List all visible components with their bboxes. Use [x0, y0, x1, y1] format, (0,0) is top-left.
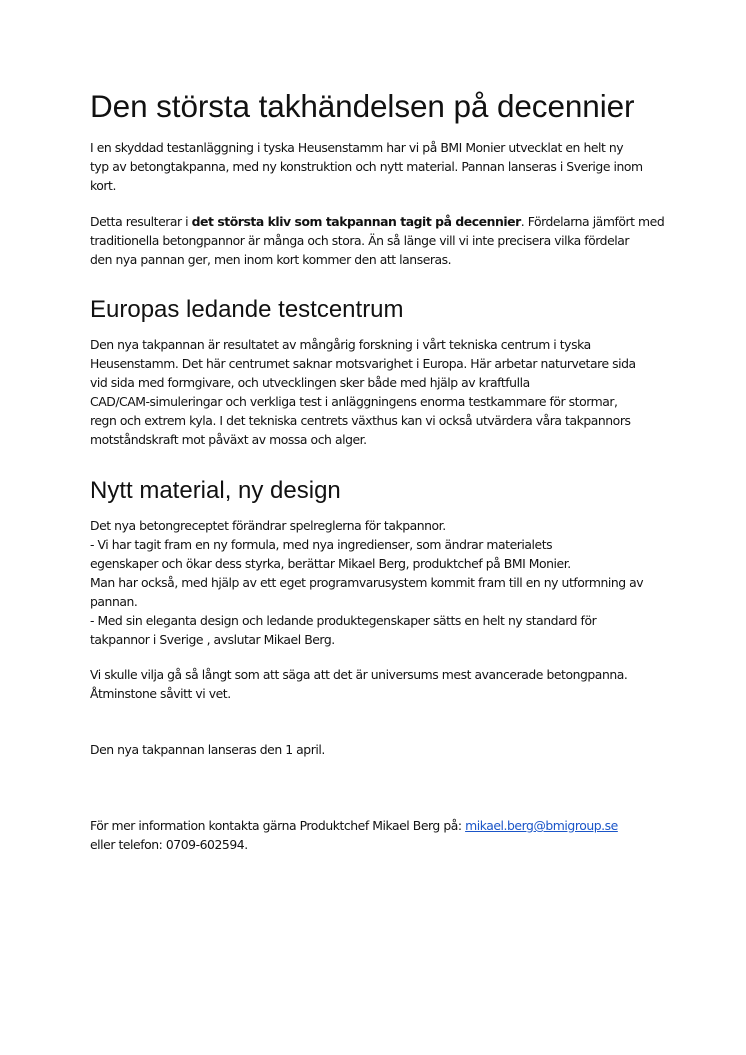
material-paragraph: [90, 516, 665, 649]
section-heading-testcentrum: Europas ledande testcentrum: [90, 296, 404, 323]
closing-line: Vi skulle vilja gå så långt som att säga att det är universums mest avancerade betongpanna.: [90, 667, 628, 682]
launch-line: Den nya takpannan lanseras den 1 april.: [90, 742, 325, 757]
result-paragraph: [90, 212, 665, 269]
contact-line-1: [90, 816, 665, 835]
testcentrum-line: motståndskraft mot påväxt av mossa och alger.: [90, 432, 367, 447]
testcentrum-line: vid sida med formgivare, och utvecklingen sker både med hjälp av kraftfulla: [90, 375, 530, 390]
result-line-2: traditionella betongpannor är många och stora. Än så länge vill vi inte precisera vilka fördelar: [90, 233, 630, 248]
section-heading-material: Nytt material, ny design: [90, 477, 341, 504]
page-title: Den största takhändelsen på decennier: [90, 88, 635, 124]
result-line-1: [90, 212, 665, 231]
material-line: takpannor i Sverige , avslutar Mikael Berg.: [90, 632, 335, 647]
testcentrum-line: Den nya takpannan är resultatet av mångårig forskning i vårt tekniska centrum i tyska: [90, 337, 591, 352]
closing-paragraph: [90, 665, 665, 703]
result-highlight: det största kliv som takpannan tagit på decennier: [191, 214, 521, 229]
material-line: Man har också, med hjälp av ett eget programvarusystem kommit fram till en ny utformning av: [90, 575, 644, 590]
contact-prefix: För mer information kontakta gärna Produktchef Mikael Berg på:: [90, 818, 466, 833]
result-line-3: den nya pannan ger, men inom kort kommer den att lanseras.: [90, 252, 452, 267]
testcentrum-paragraph: [90, 335, 665, 449]
intro-line: typ av betongtakpanna, med ny konstruktion och nytt material. Pannan lanseras i Sverige inom: [90, 159, 643, 174]
result-prefix: Detta resulterar i: [90, 214, 192, 229]
testcentrum-line: Heusenstamm. Det här centrumet saknar motsvarighet i Europa. Här arbetar naturvetare sida: [90, 356, 636, 371]
material-line: - Med sin eleganta design och ledande produktegenskaper sätts en helt ny standard för: [90, 613, 597, 628]
intro-line: I en skyddad testanläggning i tyska Heusenstamm har vi på BMI Monier utvecklat en helt ny: [90, 140, 624, 155]
material-line: Det nya betongreceptet förändrar spelreglerna för takpannor.: [90, 518, 446, 533]
material-line: pannan.: [90, 594, 138, 609]
testcentrum-line: CAD/CAM-simuleringar och verkliga test i anläggningens enorma testkammare för stormar,: [90, 394, 618, 409]
contact-paragraph: [90, 816, 665, 854]
material-line: egenskaper och ökar dess styrka, berättar Mikael Berg, produktchef på BMI Monier.: [90, 556, 571, 571]
result-suffix: . Fördelarna jämfört med: [520, 214, 665, 229]
contact-email-link[interactable]: mikael.berg@bmigroup.se: [465, 818, 618, 833]
launch-paragraph: [90, 740, 665, 759]
intro-line: kort.: [90, 178, 116, 193]
intro-paragraph: [90, 138, 665, 195]
testcentrum-line: regn och extrem kyla. I det tekniska centrets växthus kan vi också utvärdera våra takpannors: [90, 413, 631, 428]
contact-line-2: eller telefon: 0709-602594.: [90, 837, 248, 852]
material-line: - Vi har tagit fram en ny formula, med nya ingredienser, som ändrar materialets: [90, 537, 553, 552]
closing-line: Åtminstone såvitt vi vet.: [90, 686, 231, 701]
